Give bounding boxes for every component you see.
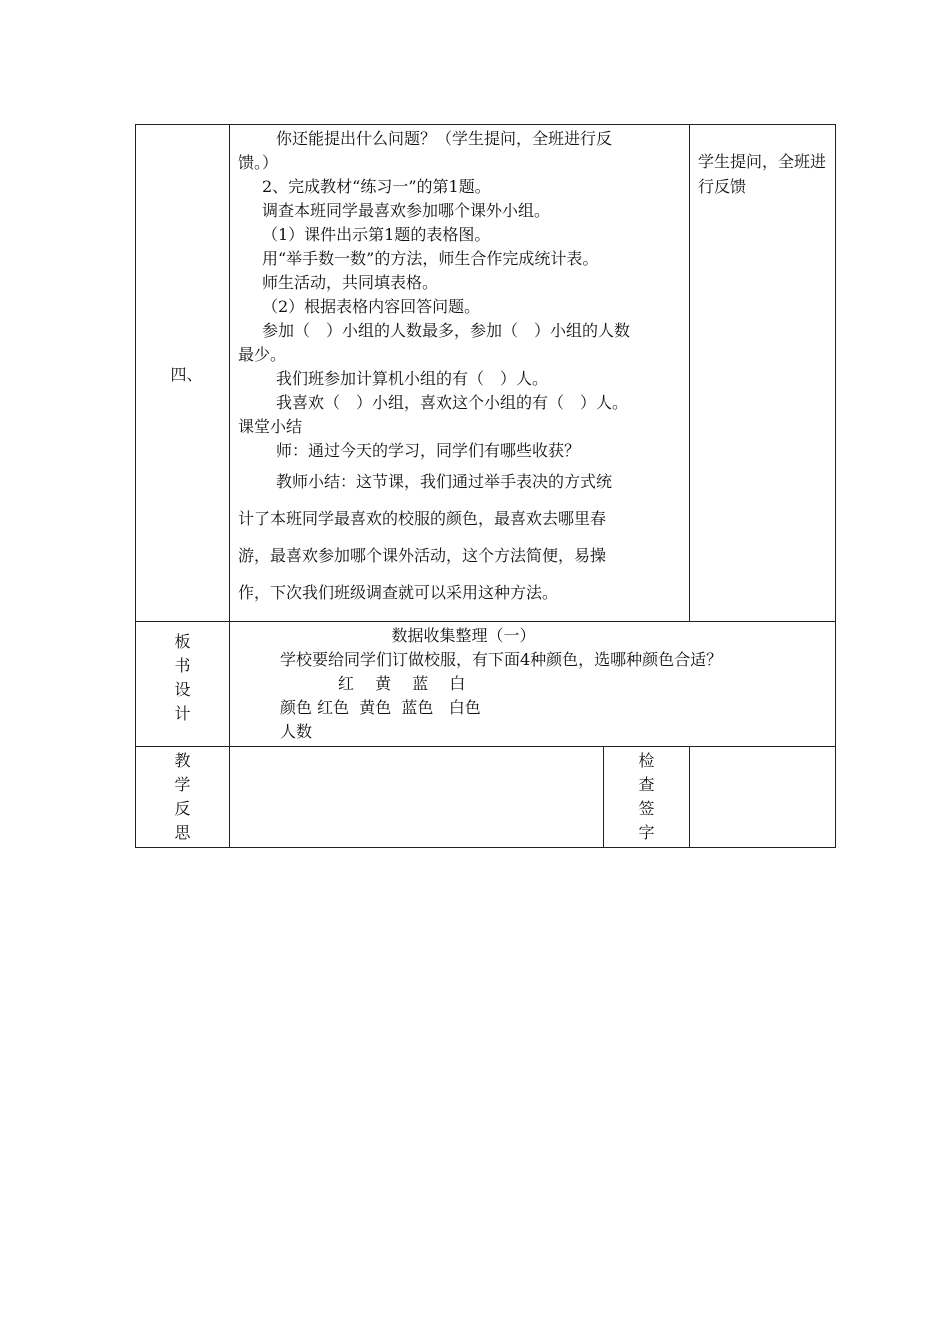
- board-question: 学校要给同学们订做校服，有下面4种颜色，选哪种颜色合适？: [280, 650, 723, 669]
- check-label-char: 查: [638, 775, 655, 794]
- check-label-char: 检: [638, 751, 655, 770]
- color-options: [238, 672, 829, 696]
- text-line: 作，下次我们班级调查就可以采用这种方法。: [238, 583, 559, 602]
- board-label-char: 书: [174, 656, 191, 675]
- text-line: 用“举手数一数”的方法，师生合作完成统计表。: [262, 249, 599, 268]
- check-label-char: 字: [638, 823, 655, 842]
- text-line: 教师小结：这节课，我们通过举手表决的方式统: [276, 472, 613, 491]
- board-label-char: 板: [174, 632, 191, 651]
- lesson-plan-table: [135, 124, 836, 848]
- side-note-cell: [690, 125, 836, 622]
- reflection-label-char: 学: [174, 775, 191, 794]
- text-line: 我喜欢（ ）小组，喜欢这个小组的有（ ）人。: [276, 393, 629, 412]
- board-label-cell: [136, 622, 230, 747]
- signature-cell[interactable]: [690, 747, 836, 848]
- reflection-row: [136, 747, 836, 848]
- text-line: （2）根据表格内容回答问题。: [262, 297, 481, 316]
- stage-content-cell: [230, 125, 690, 622]
- text-line: 参加（ ）小组的人数最多，参加（ ）小组的人数: [262, 321, 631, 340]
- reflection-label-char: 教: [174, 751, 191, 770]
- check-label-char: 签: [638, 799, 655, 818]
- check-label-cell: [604, 747, 690, 848]
- reflection-label-cell: [136, 747, 230, 848]
- text-line: 游，最喜欢参加哪个课外活动，这个方法简便，易操: [238, 546, 607, 565]
- text-line: 师：通过今天的学习，同学们有哪些收获？: [276, 441, 581, 460]
- section-heading: 课堂小结: [238, 417, 303, 436]
- color-option: 白: [449, 674, 466, 693]
- board-content-cell: [230, 622, 836, 747]
- text-line: 你还能提出什么问题？（学生提问，全班进行反: [276, 129, 613, 148]
- text-line: 我们班参加计算机小组的有（ ）人。: [276, 369, 549, 388]
- board-label-char: 设: [174, 680, 191, 699]
- stage-row: [136, 125, 836, 622]
- board-row: [136, 622, 836, 747]
- text-line: （1）课件出示第1题的表格图。: [262, 225, 491, 244]
- text-line: 2、完成教材“练习一”的第1题。: [262, 177, 491, 196]
- reflection-content-cell[interactable]: [230, 747, 604, 848]
- board-label-char: 计: [174, 704, 191, 723]
- stage-label-cell: [136, 125, 230, 622]
- side-note-text: 学生提问，全班进行反馈: [698, 152, 827, 196]
- color-option: 黄: [375, 674, 392, 693]
- count-row: 人数: [280, 722, 313, 741]
- stage-label: 四、: [170, 364, 203, 384]
- text-line: 馈。）: [238, 153, 279, 172]
- reflection-label-char: 思: [174, 823, 191, 842]
- reflection-label-char: 反: [174, 799, 191, 818]
- text-line: 师生活动，共同填表格。: [262, 273, 439, 292]
- board-title: 数据收集整理（一）: [391, 626, 536, 645]
- text-line: 计了本班同学最喜欢的校服的颜色，最喜欢去哪里春: [238, 509, 607, 528]
- text-line: 最少。: [238, 345, 287, 364]
- color-option: 红: [338, 674, 355, 693]
- text-line: 调查本班同学最喜欢参加哪个课外小组。: [262, 201, 551, 220]
- color-option: 蓝: [412, 674, 429, 693]
- color-row: 颜色 红色 黄色 蓝色 白色: [280, 698, 481, 717]
